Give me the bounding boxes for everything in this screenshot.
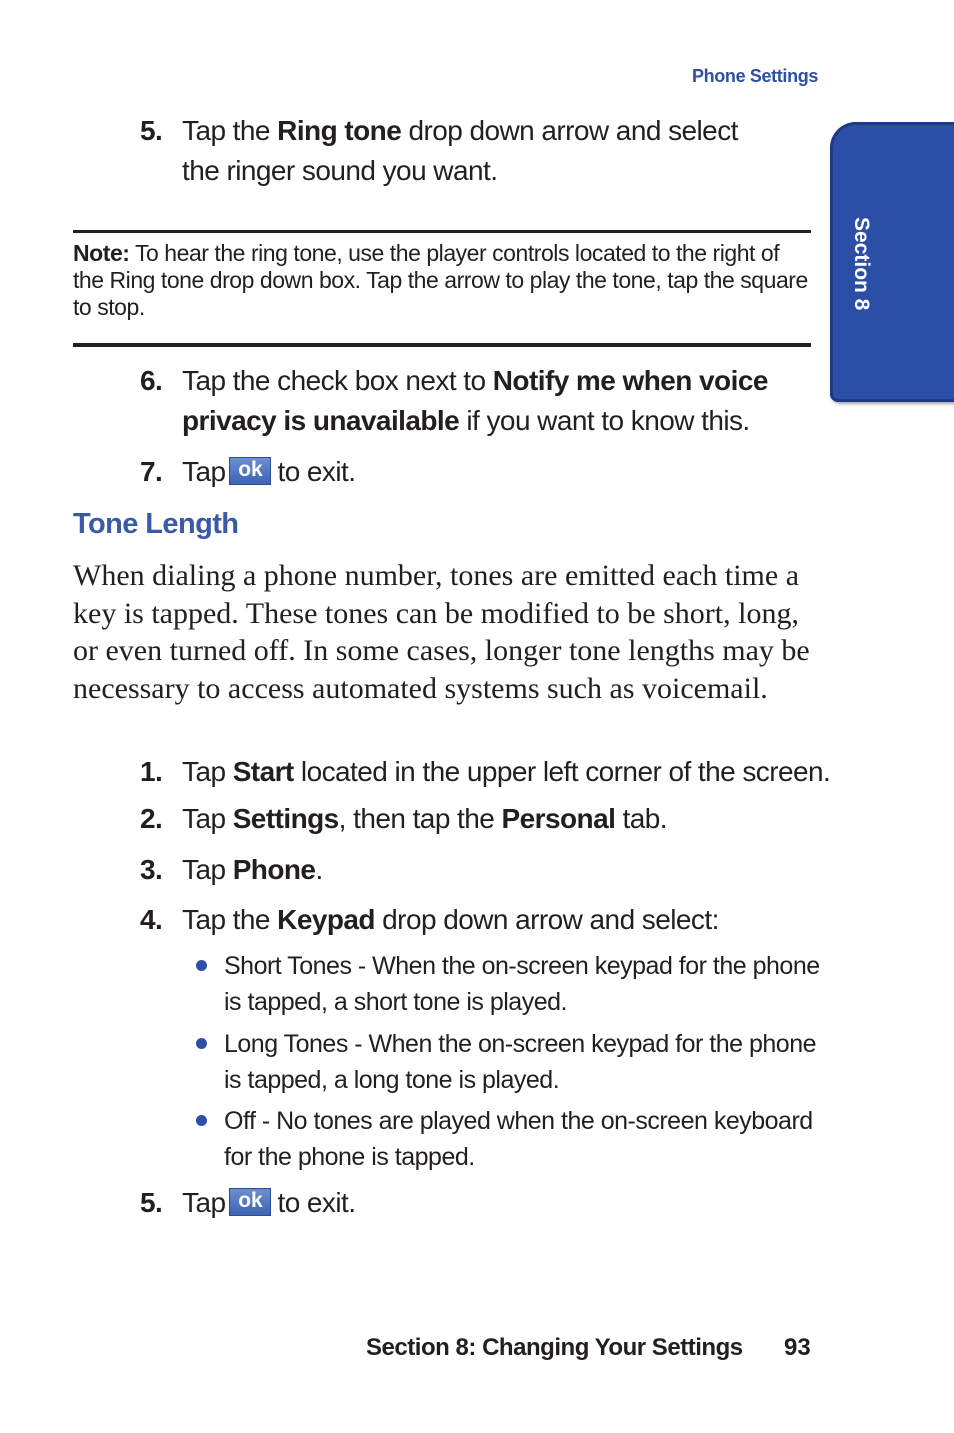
section-tab-label: Section 8	[850, 217, 873, 311]
running-head: Phone Settings	[692, 66, 818, 86]
step-6-notify	[140, 361, 820, 443]
step-number: 7.	[140, 456, 163, 487]
step-number: 5.	[140, 1187, 163, 1218]
note-top-rule	[73, 230, 811, 233]
bullet-text: Off - No tones are played when the on-screen keyboard for the phone is tapped.	[224, 1107, 813, 1171]
section-heading: Tone Length	[73, 508, 239, 540]
ok-button-icon: ok	[229, 1188, 271, 1216]
body-paragraph: When dialing a phone number, tones are emitted each time a key is tapped. These tones can be modified to be short, long, or even turned off. In some cases, longer tone lengths may be necessary to access automated systems such as voicemail.	[73, 559, 810, 705]
step-text: Tap ok to exit.	[182, 456, 356, 487]
step-3-phone	[140, 850, 820, 892]
step-text: Tap the Ring tone drop down arrow and select the ringer sound you want.	[182, 115, 738, 186]
step-text: Tap ok to exit.	[182, 1187, 356, 1218]
step-number: 2.	[140, 803, 163, 834]
step-number: 4.	[140, 904, 163, 935]
footer-title: Section 8: Changing Your Settings	[366, 1334, 743, 1361]
list-item	[195, 1103, 825, 1177]
list-item	[195, 1026, 825, 1100]
section-tab	[830, 122, 954, 402]
step-4-keypad	[140, 900, 820, 942]
note-text: To hear the ring tone, use the player controls located to the right of the Ring tone drop down box. Tap the arrow to play the tone, tap the square to stop.	[73, 240, 808, 320]
step-number: 3.	[140, 854, 163, 885]
bullet-text: Short Tones - When the on-screen keypad for the phone is tapped, a short tone is played.	[224, 952, 820, 1016]
step-number: 1.	[140, 756, 163, 787]
step-1-start	[140, 752, 831, 794]
ok-button-icon: ok	[229, 457, 271, 485]
step-text: Tap the Keypad drop down arrow and select:	[182, 904, 719, 935]
note-label: Note:	[73, 240, 130, 266]
note	[73, 240, 813, 321]
step-text: Tap Phone.	[182, 854, 323, 885]
step-text: Tap Settings, then tap the Personal tab.	[182, 803, 667, 834]
page-number: 93	[784, 1334, 811, 1361]
step-5-ring-tone	[140, 111, 820, 193]
bullet-dot-icon	[196, 1115, 207, 1126]
bullet-text: Long Tones - When the on-screen keypad for the phone is tapped, a long tone is played.	[224, 1030, 817, 1094]
step-number: 5.	[140, 115, 163, 146]
step-5-tap-ok	[140, 1183, 820, 1225]
step-text: Tap the check box next to Notify me when voice privacy is unavailable if you want to know this.	[182, 365, 768, 436]
step-text: Tap Start located in the upper left corner of the screen.	[182, 756, 831, 787]
bullet-dot-icon	[196, 1038, 207, 1049]
step-2-settings	[140, 799, 820, 841]
list-item	[195, 948, 825, 1022]
step-number: 6.	[140, 365, 163, 396]
bullet-dot-icon	[196, 960, 207, 971]
step-7-tap-ok	[140, 452, 820, 494]
note-bottom-rule	[73, 343, 811, 347]
